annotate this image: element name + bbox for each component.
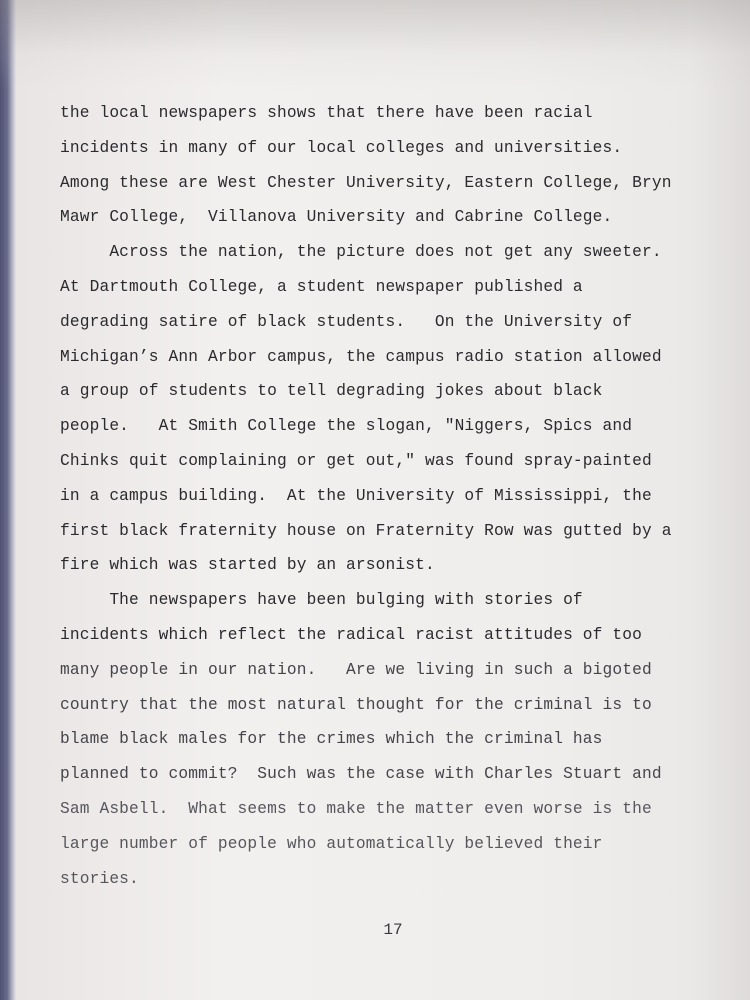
text-line: degrading satire of black students. On the University of: [60, 312, 633, 331]
text-line: Among these are West Chester University, Eastern College, Bryn: [60, 173, 672, 192]
text-line: people. At Smith College the slogan, "Niggers, Spics and: [60, 417, 633, 436]
text-line: fire which was started by an arsonist.: [60, 556, 435, 575]
top-shadow: [0, 0, 750, 90]
text-line: a group of students to tell degrading jokes about black: [60, 382, 603, 401]
text-line: Across the nation, the picture does not get any sweeter.: [60, 243, 662, 262]
page-body-text: [60, 96, 730, 896]
text-line: large number of people who automatically believed their: [60, 834, 603, 853]
text-line: many people in our nation. Are we living in such a bigoted: [60, 660, 652, 679]
text-line: Sam Asbell. What seems to make the matter even worse is the: [60, 799, 652, 818]
page-number: 17: [383, 921, 403, 939]
text-line: The newspapers have been bulging with stories of: [60, 591, 583, 610]
text-line: incidents which reflect the radical racist attitudes of too: [60, 625, 642, 644]
text-line: the local newspapers shows that there have been racial: [60, 104, 593, 122]
text-line: blame black males for the crimes which the criminal has: [60, 730, 603, 749]
text-line: Chinks quit complaining or get out," was found spray-painted: [60, 451, 652, 470]
text-line: in a campus building. At the University of Mississippi, the: [60, 486, 652, 505]
text-line: stories.: [60, 869, 139, 888]
binder-edge: [0, 0, 16, 1000]
text-line: Michigan’s Ann Arbor campus, the campus radio station allowed: [60, 347, 662, 366]
text-line: At Dartmouth College, a student newspaper published a: [60, 277, 583, 296]
text-line: incidents in many of our local colleges and universities.: [60, 138, 623, 157]
text-line: country that the most natural thought for the criminal is to: [60, 695, 652, 714]
text-line: planned to commit? Such was the case with Charles Stuart and: [60, 765, 662, 784]
text-line: first black fraternity house on Fraternity Row was gutted by a: [60, 521, 672, 540]
text-line: Mawr College, Villanova University and Cabrine College.: [60, 208, 613, 227]
